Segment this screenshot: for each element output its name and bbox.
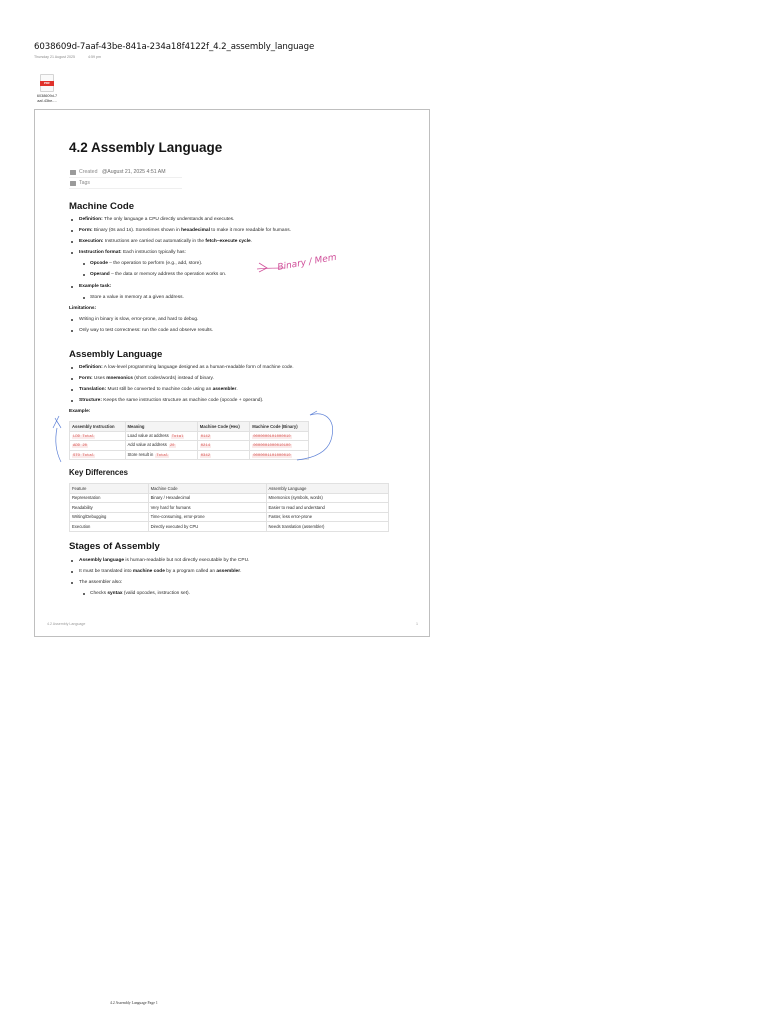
- example-label: [69, 409, 90, 415]
- heading-assembly-language: Assembly Language: [69, 349, 163, 360]
- label-bold: Limitations:: [69, 306, 97, 311]
- table-header-row: [70, 484, 389, 494]
- bullet-bold: Execution:: [79, 239, 104, 244]
- property-row-tags: [69, 178, 182, 189]
- ink-cross-mark: [53, 416, 61, 428]
- table-cell: [250, 431, 309, 441]
- table-cell: [70, 450, 126, 460]
- bullet-dot: [71, 389, 73, 391]
- bullet-item: [79, 569, 241, 575]
- bullet-item: [79, 217, 234, 223]
- bullet-dot: [71, 252, 73, 254]
- bullet-bold: Structure:: [79, 398, 102, 403]
- bullet-item: Writing in binary is slow, error-prone, and hard to debug.: [79, 317, 199, 322]
- bullet-text: .: [250, 239, 253, 244]
- note-meta: [34, 55, 101, 59]
- table-cell: Execution: [70, 522, 149, 532]
- bullet-bold: Definition:: [79, 217, 103, 222]
- table-cell: [197, 441, 250, 451]
- ink-arrow-head: [259, 263, 267, 272]
- table-row: [70, 522, 389, 532]
- bullet-dot: [71, 330, 73, 332]
- bullet-text: .: [240, 569, 242, 574]
- bullet-text: Binary (0s and 1s). Sometimes shown in: [92, 228, 182, 233]
- bullet-text: Must still be converted to machine code using an: [106, 387, 213, 392]
- bullet-bold: machine code: [132, 569, 165, 574]
- cell-text: Add value at address: [127, 442, 167, 448]
- column-header: Feature: [70, 484, 149, 494]
- bullet-text: (short codes/words) instead of binary.: [132, 376, 214, 381]
- list-icon: [70, 181, 76, 186]
- code-chip: 0214: [200, 444, 211, 449]
- table-cell: [250, 450, 309, 460]
- bullet-dot: [71, 319, 73, 321]
- bullet-dot: [71, 367, 73, 369]
- sub-bullet-item: [90, 261, 202, 267]
- table-header-row: [70, 422, 309, 432]
- bullet-bold: Instruction format:: [79, 250, 122, 255]
- sub-bullet-item: [90, 272, 226, 278]
- ink-arrow-shaft: [257, 268, 285, 269]
- note-time: 4:59 pm: [87, 55, 101, 59]
- property-row-created: [69, 167, 182, 178]
- bullet-item: [79, 398, 263, 404]
- column-header: Assembly Language: [266, 484, 388, 494]
- bullet-item: [79, 365, 294, 371]
- table-cell: Very hard for humans: [148, 503, 266, 513]
- sub-bullet-circle: [83, 274, 85, 276]
- table-cell: [125, 431, 197, 441]
- attachment-filename-line2: aaf-43be-...: [37, 98, 57, 103]
- bullet-bold: assembler: [212, 387, 237, 392]
- bullet-bold: Definition:: [79, 365, 103, 370]
- column-header: Machine Code (Hex): [197, 422, 250, 432]
- bullet-bold: mnemonics: [106, 376, 133, 381]
- bullet-bold: Translation:: [79, 387, 107, 392]
- bullet-text: Each instruction typically has:: [121, 250, 186, 255]
- pdf-file-icon: [40, 74, 54, 92]
- attachment-filename-line1: 6038609d-7: [36, 94, 58, 98]
- label-bold: Example:: [69, 409, 91, 414]
- heading-machine-code: Machine Code: [69, 201, 135, 212]
- bullet-dot: [71, 378, 73, 380]
- bullet-text: (valid opcodes, instruction set).: [122, 591, 190, 596]
- bullet-bold: Form:: [79, 376, 93, 381]
- table-cell: [70, 431, 126, 441]
- bullet-item: [79, 284, 111, 290]
- pdf-attachment[interactable]: [30, 74, 64, 103]
- code-chip: 20: [169, 444, 175, 449]
- code-chip: LDD Total: [73, 434, 95, 439]
- cell-text: Store result in: [127, 451, 154, 457]
- table-row: [70, 441, 309, 451]
- sub-bullet-circle: [83, 297, 85, 299]
- bullet-dot: [71, 400, 73, 402]
- table-cell: Mnemonics (symbols, words): [266, 493, 388, 503]
- pdf-page-preview: [34, 109, 430, 637]
- bullet-bold: Form:: [79, 228, 93, 233]
- bullet-bold: Operand: [90, 272, 110, 277]
- code-chip: 0000001000010100: [253, 444, 291, 449]
- table-row: [70, 431, 309, 441]
- assembly-example-table: [69, 421, 309, 460]
- bullet-text: is human-readable but not directly executable by the CPU.: [124, 558, 250, 563]
- column-header: Machine Code (Binary): [250, 422, 309, 432]
- bullet-bold: fetch–execute cycle: [205, 239, 251, 244]
- code-chip: STO Total: [73, 453, 95, 458]
- bullet-item: [79, 376, 214, 382]
- bullet-bold: Opcode: [90, 261, 108, 266]
- table-row: [70, 450, 309, 460]
- note-title: 6038609d-7aaf-43be-841a-234a18f4122f_4.2_assembly_language: [34, 42, 315, 52]
- bullet-text: Keeps the same instruction structure as machine code (opcode + operand).: [101, 398, 264, 403]
- table-cell: Directly executed by CPU: [148, 522, 266, 532]
- table-row: [70, 512, 389, 522]
- bullet-dot: [71, 219, 73, 221]
- bullet-dot: [71, 582, 73, 584]
- bullet-text: .: [236, 387, 238, 392]
- page-caption: 4.2 Assembly Language Page 1: [110, 1001, 158, 1005]
- cell-text: Load value at address: [127, 432, 169, 438]
- bullet-text: to make it more readable for humans.: [209, 228, 291, 233]
- heading-stages-of-assembly: Stages of Assembly: [69, 541, 160, 552]
- table-cell: Faster, less error-prone: [266, 512, 388, 522]
- key-differences-table: [69, 483, 389, 532]
- bullet-bold: Assembly language: [79, 558, 125, 563]
- table-row: [70, 503, 389, 513]
- document-title: 4.2 Assembly Language: [69, 140, 223, 155]
- code-chip: Total: [171, 434, 184, 439]
- handwritten-note: Binary / Mem: [276, 252, 338, 273]
- table-cell: [197, 450, 250, 460]
- table-cell: Representation: [70, 493, 149, 503]
- page-footer-title: 4.2 Assembly Language: [47, 622, 86, 626]
- bullet-text: Checks: [90, 591, 108, 596]
- property-key: Tags: [79, 180, 90, 186]
- bullet-bold: Example task:: [79, 284, 112, 289]
- note-date: Thursday 21 August 2025: [34, 55, 75, 59]
- bullet-text: Uses: [92, 376, 107, 381]
- calendar-icon: [70, 170, 76, 175]
- bullet-item: Only way to test correctness: run the code and observe results.: [79, 328, 214, 333]
- table-cell: [125, 450, 197, 460]
- property-value: @August 21, 2025 4:51 AM: [102, 169, 166, 175]
- properties-table: [69, 167, 182, 189]
- bullet-item: The assembler also:: [79, 580, 123, 585]
- ink-left-bracket: [56, 428, 61, 462]
- column-header: Assembly Instruction: [70, 422, 126, 432]
- bullet-text: – the operation to perform (e.g., add, store).: [107, 261, 203, 266]
- code-chip: 0142: [200, 434, 211, 439]
- page-number: 1: [416, 622, 418, 626]
- bullet-bold: assembler: [216, 569, 241, 574]
- code-chip: 0000001101000010: [253, 453, 291, 458]
- bullet-text: A low-level programming language designed as a human-readable form of machine code.: [102, 365, 294, 370]
- sub-bullet-circle: [83, 263, 85, 265]
- bullet-text: The only language a CPU directly understands and executes.: [102, 217, 235, 222]
- table-cell: Binary / Hexadecimal: [148, 493, 266, 503]
- bullet-text: by a program called an: [164, 569, 217, 574]
- table-cell: [197, 431, 250, 441]
- table-cell: Easier to read and understand: [266, 503, 388, 513]
- ink-tick: [310, 411, 317, 415]
- pdf-badge: PDF: [40, 81, 54, 86]
- bullet-bold: syntax: [107, 591, 123, 596]
- bullet-text: It must be translated into: [79, 569, 133, 574]
- limitations-label: [69, 306, 96, 312]
- code-chip: ADD 20: [73, 444, 88, 449]
- code-chip: Total: [156, 453, 169, 458]
- column-header: Meaning: [125, 422, 197, 432]
- table-cell: Needs translation (assembler): [266, 522, 388, 532]
- attachment-filename: [30, 94, 64, 103]
- code-chip: 0000000101000010: [253, 434, 291, 439]
- bullet-text: Instructions are carried out automatically in the: [103, 239, 206, 244]
- column-header: Machine Code: [148, 484, 266, 494]
- bullet-item: [79, 228, 291, 234]
- bullet-item: [79, 250, 186, 256]
- bullet-dot: [71, 230, 73, 232]
- bullet-dot: [71, 241, 73, 243]
- code-chip: 0342: [200, 453, 211, 458]
- table-cell: Time-consuming, error-prone: [148, 512, 266, 522]
- table-cell: Readability: [70, 503, 149, 513]
- bullet-item: [79, 239, 252, 245]
- sub-bullet-item: Store a value in memory at a given address.: [90, 295, 184, 300]
- sub-bullet-circle: [83, 593, 85, 595]
- bullet-text: – the data or memory address the operation works on.: [109, 272, 227, 277]
- table-row: [70, 493, 389, 503]
- sub-bullet-item: [90, 591, 190, 597]
- table-cell: [125, 441, 197, 451]
- table-cell: [250, 441, 309, 451]
- bullet-dot: [71, 286, 73, 288]
- bullet-item: [79, 558, 249, 564]
- bullet-dot: [71, 560, 73, 562]
- bullet-dot: [71, 571, 73, 573]
- heading-key-differences: Key Differences: [69, 468, 128, 477]
- bullet-item: [79, 387, 238, 393]
- table-cell: Writing/Debugging: [70, 512, 149, 522]
- property-key: Created: [79, 169, 98, 175]
- bullet-bold: hexadecimal: [181, 228, 210, 233]
- table-cell: [70, 441, 126, 451]
